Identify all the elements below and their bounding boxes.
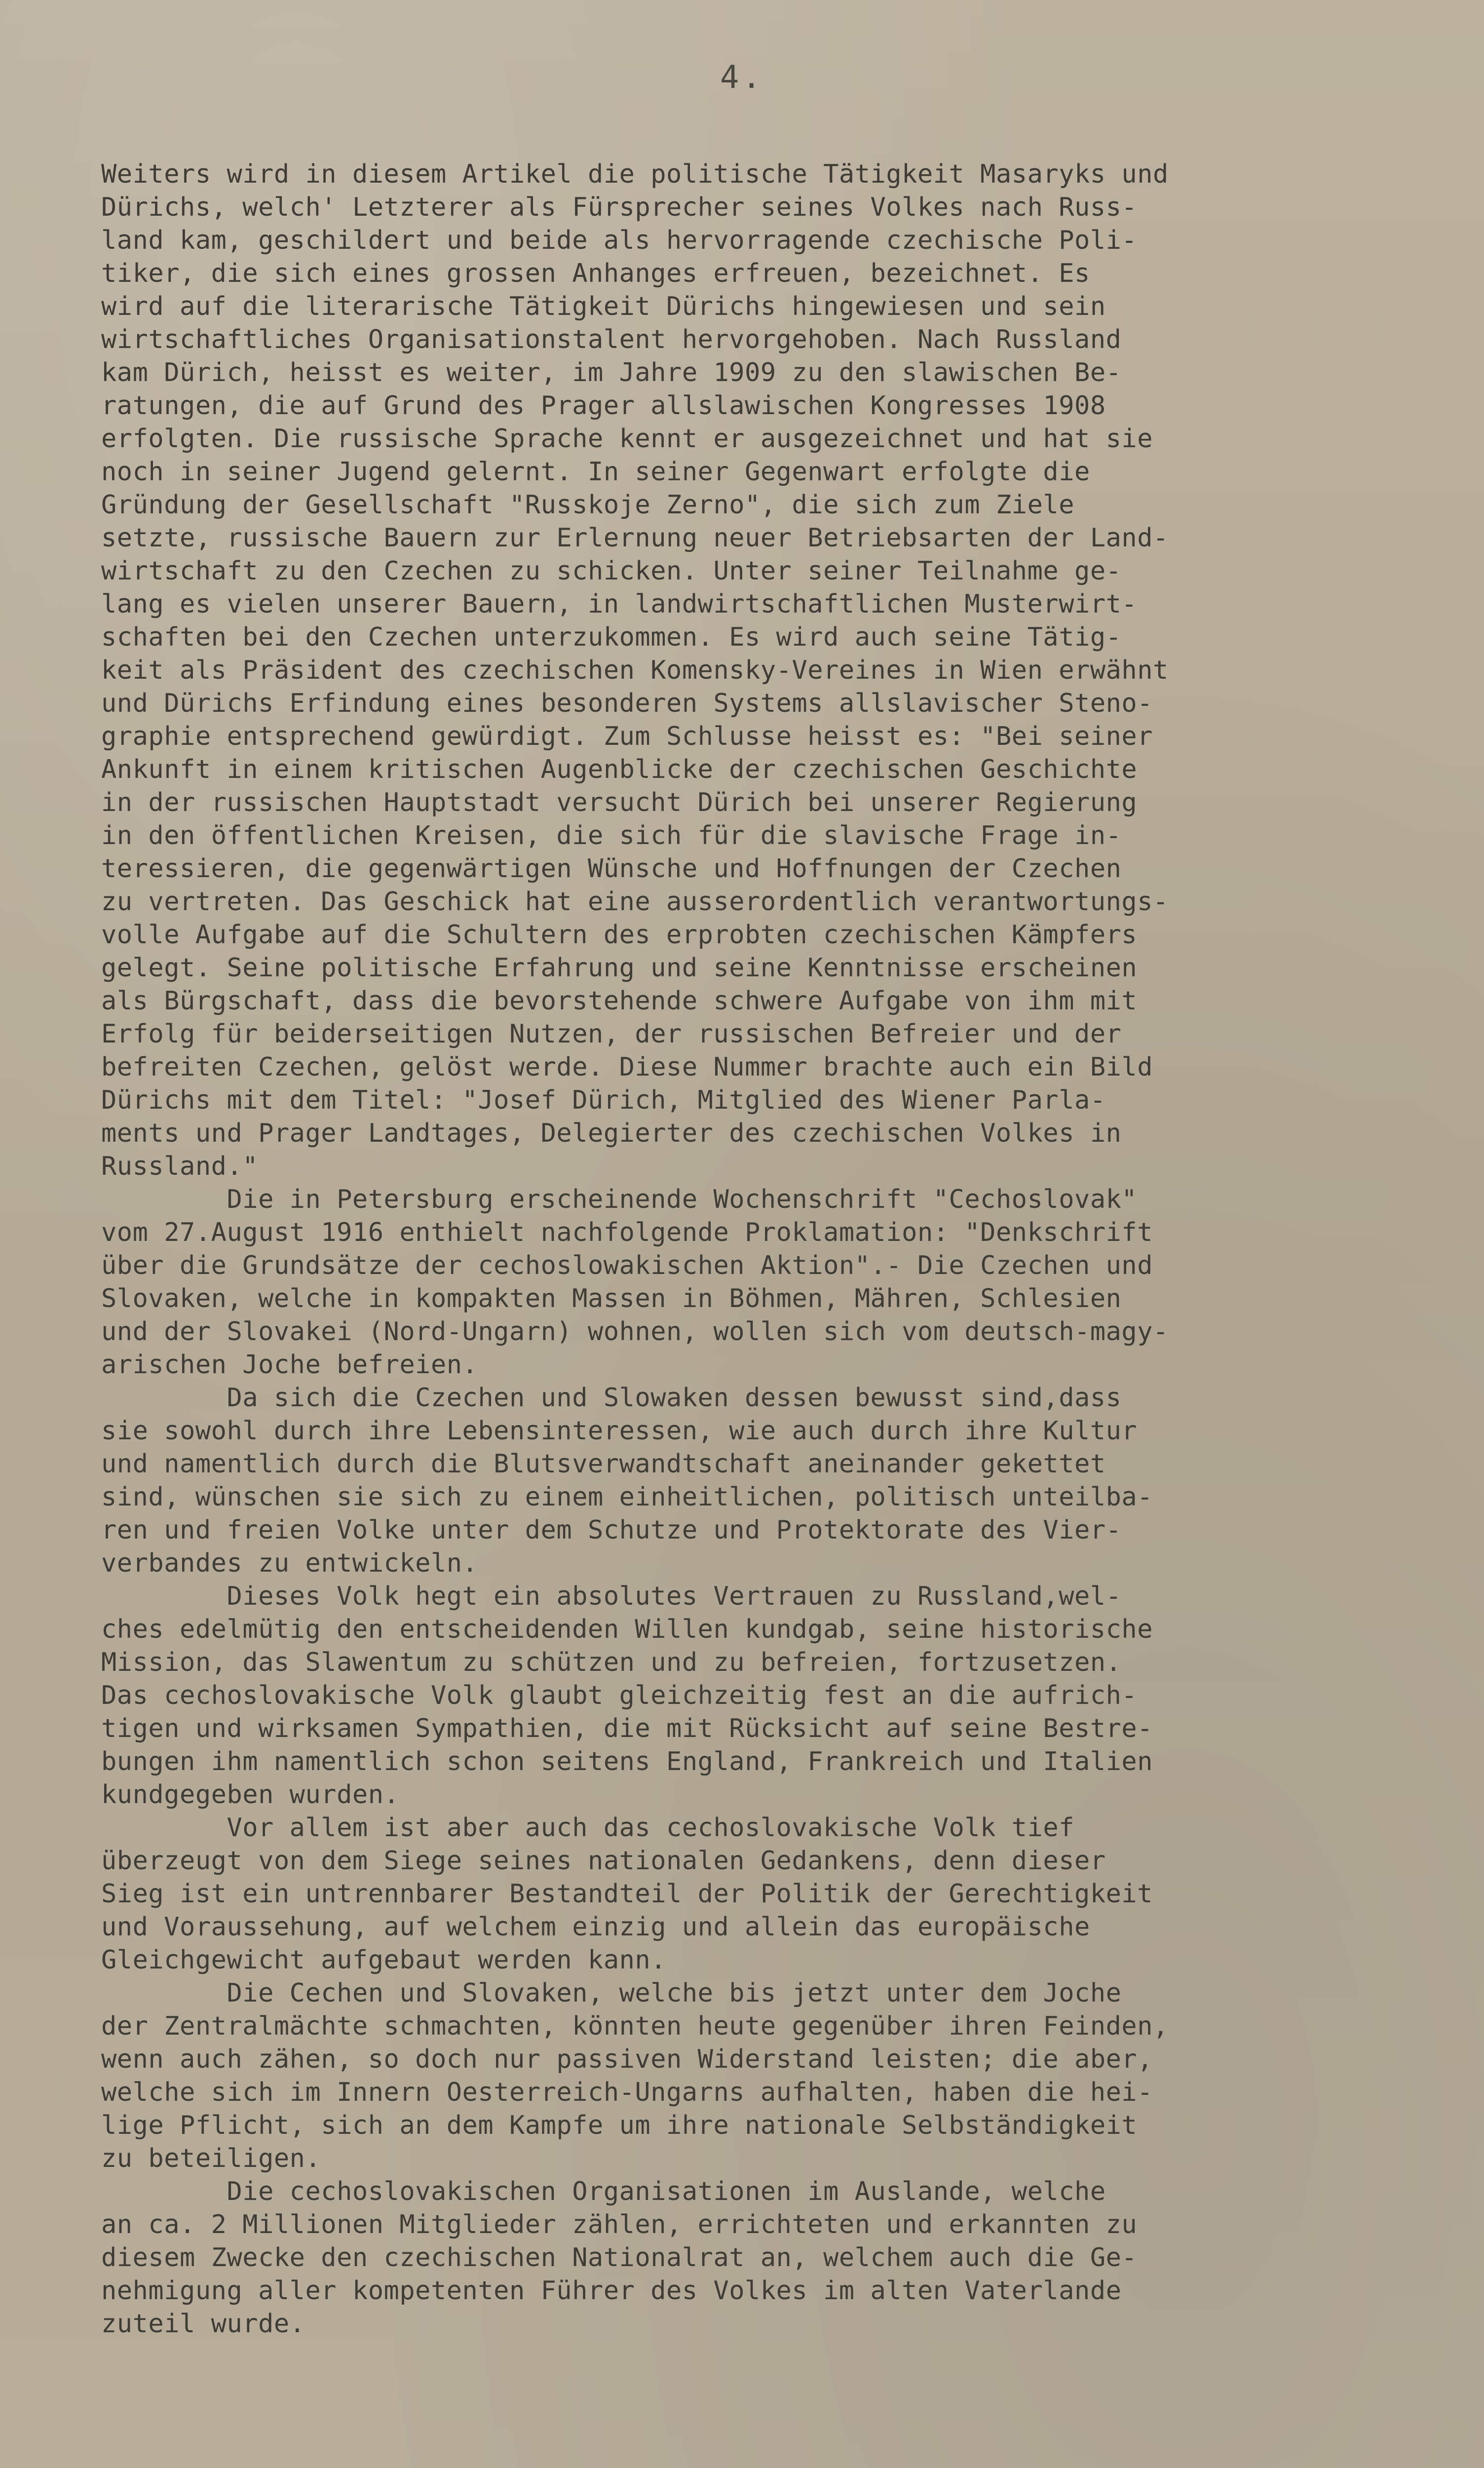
text-line: tigen und wirksamen Sympathien, die mit Rücksicht auf seine Bestre- [101, 1714, 1153, 1743]
text-line: wird auf die literarische Tätigkeit Dürichs hingewiesen und sein [101, 292, 1106, 321]
text-line: Die in Petersburg erscheinende Wochenschrift "Cechoslovak" [101, 1185, 1138, 1214]
text-line: ratungen, die auf Grund des Prager allslawischen Kongresses 1908 [101, 391, 1106, 421]
text-line: wirtschaft zu den Czechen zu schicken. Unter seiner Teilnahme ge- [101, 556, 1122, 586]
text-line: überzeugt von dem Siege seines nationalen Gedankens, denn dieser [101, 1846, 1106, 1876]
text-line: Dieses Volk hegt ein absolutes Vertrauen zu Russland,wel- [101, 1581, 1122, 1611]
text-line: sie sowohl durch ihre Lebensinteressen, wie auch durch ihre Kultur [101, 1416, 1138, 1446]
text-line: der Zentralmächte schmachten, könnten heute gegenüber ihren Feinden, [101, 2011, 1169, 2041]
text-line: Das cechoslovakische Volk glaubt gleichzeitig fest an die aufrich- [101, 1681, 1138, 1710]
text-line: Slovaken, welche in kompakten Massen in Böhmen, Mähren, Schlesien [101, 1284, 1122, 1313]
text-line: keit als Präsident des czechischen Komensky-Vereines in Wien erwähnt [101, 656, 1169, 685]
text-line: kam Dürich, heisst es weiter, im Jahre 1909 zu den slawischen Be- [101, 358, 1122, 387]
text-line: Gleichgewicht aufgebaut werden kann. [101, 1945, 667, 1975]
text-line: Dürichs, welch' Letzterer als Fürsprecher seines Volkes nach Russ- [101, 193, 1138, 222]
text-line: Die Cechen und Slovaken, welche bis jetzt unter dem Joche [101, 1978, 1122, 2008]
text-line: als Bürgschaft, dass die bevorstehende schwere Aufgabe von ihm mit [101, 986, 1138, 1016]
text-line: schaften bei den Czechen unterzukommen. Es wird auch seine Tätig- [101, 622, 1122, 652]
text-line: Weiters wird in diesem Artikel die politische Tätigkeit Masaryks und [101, 159, 1169, 189]
text-line: über die Grundsätze der cechoslowakischen Aktion".- Die Czechen und [101, 1251, 1153, 1280]
text-line: zu beteiligen. [101, 2144, 321, 2173]
text-line: wenn auch zähen, so doch nur passiven Widerstand leisten; die aber, [101, 2044, 1153, 2074]
text-line: und namentlich durch die Blutsverwandtschaft aneinander gekettet [101, 1449, 1106, 1479]
text-line: bungen ihm namentlich schon seitens England, Frankreich und Italien [101, 1747, 1153, 1776]
text-line: zuteil wurde. [101, 2309, 305, 2339]
text-line: und der Slovakei (Nord-Ungarn) wohnen, wollen sich vom deutsch-magy- [101, 1317, 1169, 1347]
text-line: Ankunft in einem kritischen Augenblicke der czechischen Geschichte [101, 755, 1138, 784]
text-line: lang es vielen unserer Bauern, in landwirtschaftlichen Musterwirt- [101, 589, 1138, 619]
text-line: Sieg ist ein untrennbarer Bestandteil der Politik der Gerechtigkeit [101, 1879, 1153, 1909]
page-number: 4. [720, 59, 764, 96]
text-line: ren und freien Volke unter dem Schutze und Protektorate des Vier- [101, 1515, 1122, 1545]
text-line: ments und Prager Landtages, Delegierter des czechischen Volkes in [101, 1118, 1122, 1148]
text-line: welche sich im Innern Oesterreich-Ungarns aufhalten, haben die hei- [101, 2078, 1153, 2107]
text-line: und Voraussehung, auf welchem einzig und allein das europäische [101, 1912, 1090, 1942]
text-line: in den öffentlichen Kreisen, die sich für die slavische Frage in- [101, 821, 1122, 850]
text-line: Mission, das Slawentum zu schützen und zu befreien, fortzusetzen. [101, 1648, 1122, 1677]
text-line: Die cechoslovakischen Organisationen im Auslande, welche [101, 2177, 1106, 2206]
text-line: Russland." [101, 1152, 259, 1181]
text-line: gelegt. Seine politische Erfahrung und seine Kenntnisse erscheinen [101, 953, 1138, 983]
text-line: befreiten Czechen, gelöst werde. Diese Nummer brachte auch ein Bild [101, 1052, 1153, 1082]
text-line: volle Aufgabe auf die Schultern des erprobten czechischen Kämpfers [101, 920, 1138, 950]
text-line: nehmigung aller kompetenten Führer des Volkes im alten Vaterlande [101, 2276, 1122, 2306]
text-line: verbandes zu entwickeln. [101, 1548, 478, 1578]
text-line: an ca. 2 Millionen Mitglieder zählen, errichteten und erkannten zu [101, 2210, 1138, 2239]
text-line: in der russischen Hauptstadt versucht Dürich bei unserer Regierung [101, 788, 1138, 817]
text-line: arischen Joche befreien. [101, 1350, 478, 1380]
text-line: kundgegeben wurden. [101, 1780, 400, 1810]
text-line: lige Pflicht, sich an dem Kampfe um ihre nationale Selbständigkeit [101, 2111, 1138, 2140]
text-line: Da sich die Czechen und Slowaken dessen bewusst sind,dass [101, 1383, 1122, 1413]
text-line: diesem Zwecke den czechischen Nationalrat an, welchem auch die Ge- [101, 2243, 1138, 2273]
text-line: wirtschaftliches Organisationstalent hervorgehoben. Nach Russland [101, 325, 1122, 354]
text-line: setzte, russische Bauern zur Erlernung neuer Betriebsarten der Land- [101, 523, 1169, 553]
text-line: tiker, die sich eines grossen Anhanges erfreuen, bezeichnet. Es [101, 259, 1090, 288]
text-line: noch in seiner Jugend gelernt. In seiner Gegenwart erfolgte die [101, 457, 1090, 487]
text-line: Erfolg für beiderseitigen Nutzen, der russischen Befreier und der [101, 1019, 1122, 1049]
text-line: graphie entsprechend gewürdigt. Zum Schlusse heisst es: "Bei seiner [101, 722, 1153, 751]
text-line: teressieren, die gegenwärtigen Wünsche und Hoffnungen der Czechen [101, 854, 1122, 884]
text-line: ches edelmütig den entscheidenden Willen kundgab, seine historische [101, 1615, 1153, 1644]
text-line: Vor allem ist aber auch das cechoslovakische Volk tief [101, 1813, 1075, 1843]
text-line: zu vertreten. Das Geschick hat eine ausserordentlich verantwortungs- [101, 887, 1169, 917]
text-line: sind, wünschen sie sich zu einem einheitlichen, politisch unteilba- [101, 1482, 1153, 1512]
text-line: land kam, geschildert und beide als hervorragende czechische Poli- [101, 226, 1138, 255]
text-line: und Dürichs Erfindung eines besonderen Systems allslavischer Steno- [101, 689, 1153, 718]
text-line: erfolgten. Die russische Sprache kennt er ausgezeichnet und hat sie [101, 424, 1153, 454]
text-line: Dürichs mit dem Titel: "Josef Dürich, Mitglied des Wiener Parla- [101, 1085, 1106, 1115]
text-line: vom 27.August 1916 enthielt nachfolgende Proklamation: "Denkschrift [101, 1218, 1153, 1247]
text-line: Gründung der Gesellschaft "Russkoje Zerno", die sich zum Ziele [101, 490, 1075, 520]
body-text [101, 158, 1444, 2341]
